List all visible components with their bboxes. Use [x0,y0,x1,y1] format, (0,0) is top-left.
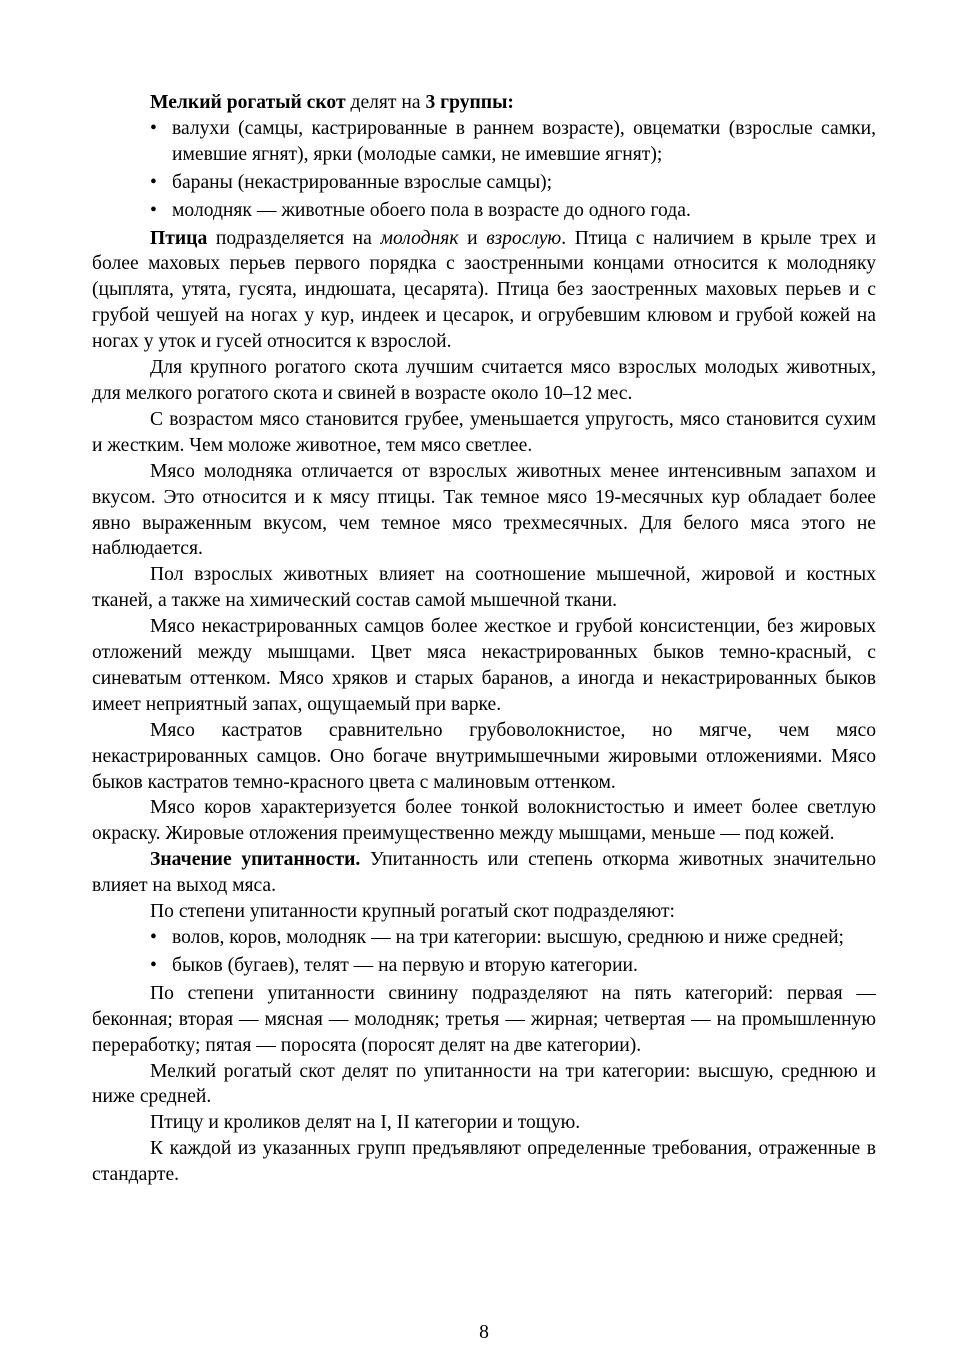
cattle-list [92,925,876,979]
bird-paragraph: Птица подразделяется на молодняк и взрослую. Птица с наличием в крыле трех и более маховых перьев первого порядка с заостренными концами относится к молодняку (цыплята, утята, гусята, индюшата, цесарята). Птица без заостренных маховых перьев и с грубой чешуей на ногах у кур, индеек и цесарок, и огрубевшим клювом и грубой кожей на ногах у уток и гусей относится к взрослой. [92,227,876,353]
list-item: • валухи (самцы, кастрированные в раннем возрасте), овцематки (взрослые самки, имевшие ягнят), ярки (молодые самки, не имевшие ягнят); [150,117,876,165]
small-cattle-heading [92,90,876,116]
list-item: • молодняк — животные обоего пола в возрасте до одного года. [92,198,876,224]
paragraph: Мясо коров характеризуется более тонкой волокнистостью и имеет более светлую окраску. Жировые отложения преимущественно между мышцами, меньше — под кожей. [92,797,876,845]
bullet-icon: • [150,954,157,976]
list-item: • быков (бугаев), телят — на первую и вторую категории. [92,953,876,979]
paragraph: Мясо молодняка отличается от взрослых животных менее интенсивным запахом и вкусом. Это относится и к мясу птицы. Так темное мясо 19-месячных кур обладает более явно выраженным вкусом, чем темное мясо трехмесячных. Для белого мяса этого не наблюдается. [92,460,876,560]
paragraph: По степени упитанности свинину подразделяют на пять категорий: первая — беконная; вторая — мясная — молодняк; третья — жирная; четвертая — на промышленную переработку; пятая — поросята (поросят делят на две категории). [92,982,876,1056]
bullet-icon: • [150,171,157,193]
list-item: • волов, коров, молодняк — на три категории: высшую, среднюю и ниже средней; [92,925,876,951]
small-cattle-list [92,116,876,224]
heading-bold-2: 3 группы: [425,92,514,113]
paragraph: С возрастом мясо становится грубее, уменьшается упругость, мясо становится сухим и жестким. Чем моложе животное, тем мясо светлее. [92,408,876,456]
paragraph: Пол взрослых животных влияет на соотношение мышечной, жировой и костных тканей, а также на химический состав самой мышечной ткани. [92,564,876,612]
bullet-icon: • [150,117,157,139]
nutrition-paragraph: Значение упитанности. Упитанность или степень откорма животных значительно влияет на выход мяса. [92,849,876,897]
paragraph: Мелкий рогатый скот делят по упитанности на три категории: высшую, среднюю и ниже средней. [92,1060,876,1108]
paragraph: По степени упитанности крупный рогатый скот подразделяют: [150,901,675,923]
bullet-icon: • [150,199,157,221]
bullet-icon: • [150,927,157,948]
paragraph: К каждой из указанных групп предъявляют определенные требования, отраженные в стандарте. [92,1138,876,1186]
heading-text: делят на [345,92,426,113]
page-body [92,90,876,1188]
heading-bold: Мелкий рогатый скот [150,92,346,113]
paragraph: Птицу и кроликов делят на I, II категории и тощую. [150,1112,581,1134]
paragraph: Мясо кастратов сравнительно грубоволокнистое, но мягче, чем мясо некастрированных самцов. Оно богаче внутримышечными жировыми отложениями. Мясо быков кастратов темно-красного цвета с малиновым оттенком. [92,719,876,793]
paragraph: Для крупного рогатого скота лучшим считается мясо взрослых молодых животных, для мелкого рогатого скота и свиней в возрасте около 10–12 мес. [92,357,876,404]
paragraph: Мясо некастрированных самцов более жесткое и грубой консистенции, без жировых отложений между мышцами. Цвет мяса некастрированных быков темно-красный, с синеватым оттенком. Мясо хряков и старых баранов, а иногда и некастрированных быков имеет неприятный запах, ощущаемый при варке. [92,616,876,715]
list-item: • бараны (некастрированные взрослые самцы); [92,170,876,196]
page-number: 8 [479,1322,489,1343]
